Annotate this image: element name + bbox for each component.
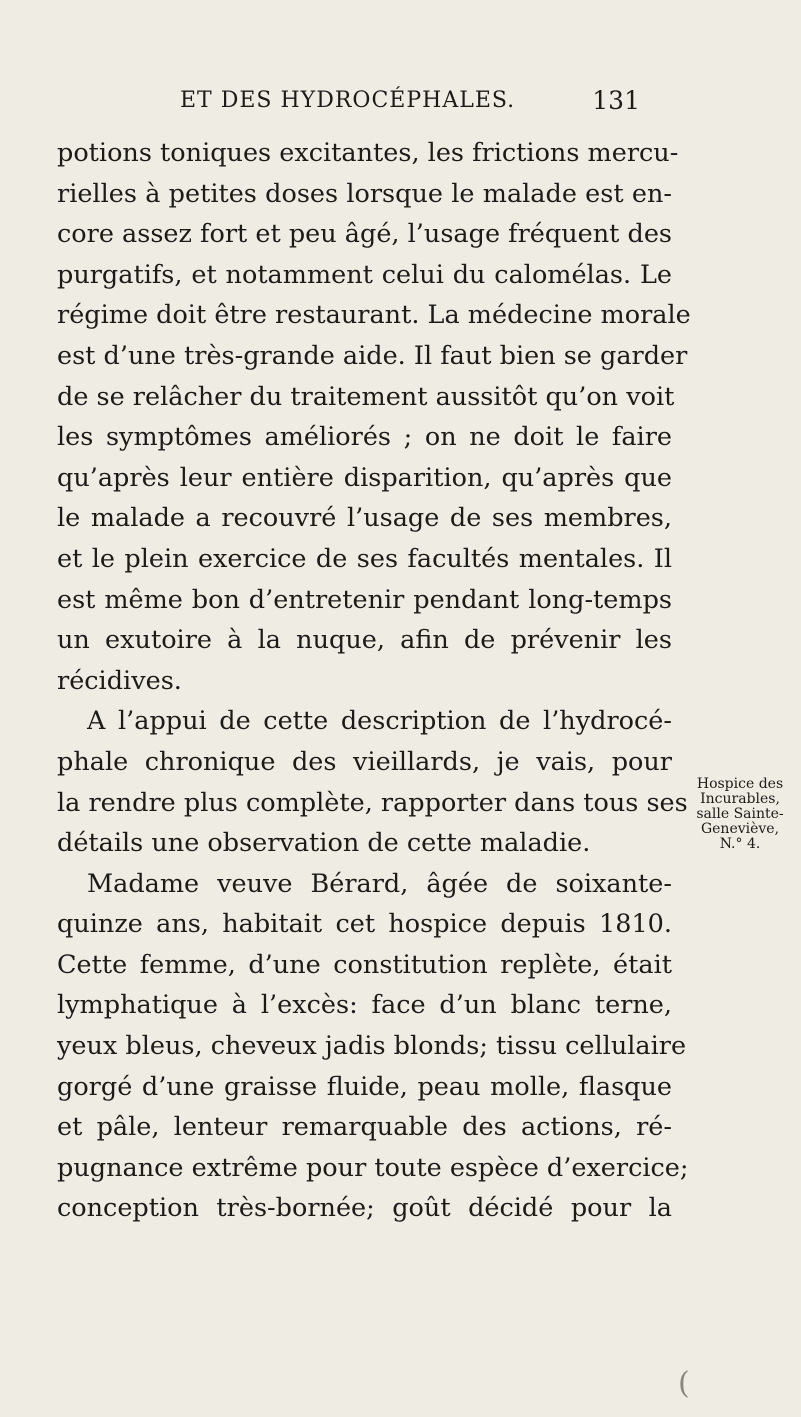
marginal-note (684, 777, 796, 852)
text-line: récidives. (57, 665, 182, 696)
text-line: pugnance extrême pour toute espèce d’exercice; (57, 1152, 689, 1183)
text-line: qu’après leur entière disparition, qu’après que (57, 462, 672, 493)
text-line: gorgé d’une graisse fluide, peau molle, flasque (57, 1071, 672, 1102)
running-head: ET DES HYDROCÉPHALES. (180, 88, 516, 113)
text-line: lymphatique à l’excès: face d’un blanc terne, (57, 990, 672, 1021)
stray-mark: ( (678, 1366, 690, 1401)
text-line: régime doit être restaurant. La médecine morale (57, 300, 691, 331)
text-line: Cette femme, d’une constitution replète, était (57, 949, 672, 980)
text-line: core assez fort et peu âgé, l’usage fréquent des (57, 219, 672, 250)
marginal-note-line: Incurables, (700, 791, 780, 807)
text-line: yeux bleus, cheveux jadis blonds; tissu cellulaire (57, 1031, 687, 1062)
text-line: conception très-bornée; goût décidé pour la (57, 1193, 672, 1224)
text-line: la rendre plus complète, rapporter dans tous ses (57, 787, 688, 818)
text-line: un exutoire à la nuque, afin de prévenir les (57, 625, 672, 656)
text-line: est même bon d’entretenir pendant long-temps (57, 584, 672, 615)
text-line: rielles à petites doses lorsque le malade est en- (57, 178, 672, 209)
text-line: et le plein exercice de ses facultés mentales. Il (57, 543, 672, 574)
text-line: potions toniques excitantes, les frictions mercu- (57, 138, 679, 168)
text-line: quinze ans, habitait cet hospice depuis 1810. (57, 909, 672, 940)
text-line: purgatifs, et notamment celui du calomélas. Le (57, 259, 672, 290)
text-line: A l’appui de cette description de l’hydrocé- (87, 706, 672, 737)
marginal-note-line: Hospice des (696, 776, 784, 792)
text-line: est d’une très-grande aide. Il faut bien se garder (57, 340, 688, 371)
marginal-note-line: salle Sainte- (696, 806, 784, 822)
body-text (57, 133, 691, 1229)
marginal-note-line: Geneviève, (700, 821, 780, 837)
text-line: et pâle, lenteur remarquable des actions, ré- (57, 1112, 672, 1143)
text-line: Madame veuve Bérard, âgée de soixante- (87, 868, 672, 899)
page-header (180, 88, 660, 118)
text-line: les symptômes améliorés ; on ne doit le faire (57, 422, 672, 453)
marginal-note-line: N.° 4. (719, 836, 761, 852)
text-line: de se relâcher du traitement aussitôt qu’on voit (57, 381, 675, 412)
text-line: phale chronique des vieillards, je vais, pour (57, 746, 672, 777)
text-line: détails une observation de cette maladie. (57, 828, 591, 859)
page-number: 131 (592, 86, 640, 115)
text-line: le malade a recouvré l’usage de ses membres, (57, 503, 672, 534)
